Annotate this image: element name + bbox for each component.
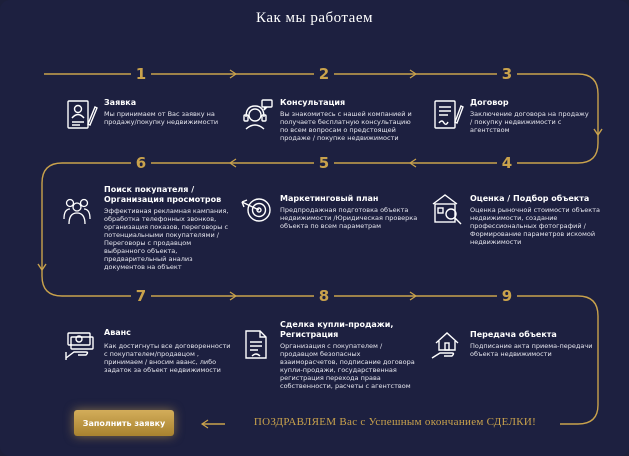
step-9-title: Передача объекта bbox=[470, 330, 557, 339]
step-3-title: Договор bbox=[470, 98, 509, 107]
step-5 bbox=[240, 192, 420, 252]
step-8-text: Организация с покупателем / продавцом безопасных взаиморасчетов, подписание договора купли-продажи, государственная регистрация перехода права собственности, расчеты с агентством bbox=[280, 342, 415, 390]
step-7-title: Аванс bbox=[104, 328, 131, 337]
step-number-8: 8 bbox=[314, 287, 334, 305]
house-hand-icon bbox=[430, 328, 464, 362]
step-2-text: Вы знакомитесь с нашей компанией и получаете бесплатную консультацию по всем вопросам о предстоящей продаже / покупке недвижимости bbox=[280, 110, 412, 142]
money-hand-icon bbox=[64, 328, 98, 362]
submit-application-button[interactable]: Заполнить заявку bbox=[74, 410, 174, 436]
application-form-icon bbox=[64, 98, 98, 132]
step-8 bbox=[240, 320, 420, 405]
step-9 bbox=[430, 328, 600, 378]
step-number-9: 9 bbox=[497, 287, 517, 305]
step-5-title: Маркетинговый план bbox=[280, 194, 379, 203]
congratulations-text: ПОЗДРАВЛЯЕМ Вас с Успешным окончанием СДЕЛКИ! bbox=[253, 416, 537, 428]
step-number-4: 4 bbox=[497, 154, 517, 172]
step-1-title: Заявка bbox=[104, 98, 137, 107]
step-3 bbox=[430, 98, 590, 148]
consultation-headset-icon bbox=[240, 98, 274, 132]
step-2-title: Консультация bbox=[280, 98, 346, 107]
step-8-title: Сделка купли-продажи, Регистрация bbox=[280, 320, 394, 339]
step-1 bbox=[64, 98, 234, 148]
step-6-text: Эффективная рекламная кампания, обработка телефонных звонков, организация показов, переговоры с потенциальными покупателями / Переговоры с продавцом выбранного объекта, предварительный анализ документов на объект bbox=[104, 207, 229, 271]
step-6 bbox=[60, 185, 230, 280]
step-4-text: Оценка рыночной стоимости объекта недвижимости, создание профессиональных фотографий / Формирование параметров искомой недвижимости bbox=[470, 206, 600, 246]
step-number-2: 2 bbox=[314, 65, 334, 83]
buyers-group-icon bbox=[60, 193, 94, 227]
step-5-text: Предпродажная подготовка объекта недвижимости /Юридическая проверка объекта по всем параметрам bbox=[280, 206, 418, 230]
step-number-7: 7 bbox=[131, 287, 151, 305]
step-9-text: Подписание акта приема-передачи объекта недвижимости bbox=[470, 342, 593, 358]
step-7 bbox=[64, 328, 234, 388]
step-number-6: 6 bbox=[131, 154, 151, 172]
step-1-text: Мы принимаем от Вас заявку на продажу/покупку недвижимости bbox=[104, 110, 219, 126]
target-arrow-icon bbox=[240, 192, 274, 226]
step-7-text: Как достигнуты все договоренности с покупателем/продавцом , принимаем / вносим аванс, либо задаток за объект недвижимости bbox=[104, 342, 231, 374]
step-4 bbox=[430, 192, 600, 252]
step-number-3: 3 bbox=[497, 65, 517, 83]
property-evaluation-icon bbox=[430, 192, 464, 226]
deal-document-icon bbox=[240, 328, 274, 362]
step-4-title: Оценка / Подбор объекта bbox=[470, 194, 590, 203]
page-title: Как мы работаем bbox=[256, 10, 373, 26]
contract-document-icon bbox=[430, 98, 464, 132]
step-number-5: 5 bbox=[314, 154, 334, 172]
step-6-title: Поиск покупателя / Организация просмотров bbox=[104, 185, 222, 204]
step-number-1: 1 bbox=[131, 65, 151, 83]
step-3-text: Заключение договора на продажу / покупку недвижимости с агентством bbox=[470, 110, 589, 134]
step-2 bbox=[240, 98, 420, 158]
